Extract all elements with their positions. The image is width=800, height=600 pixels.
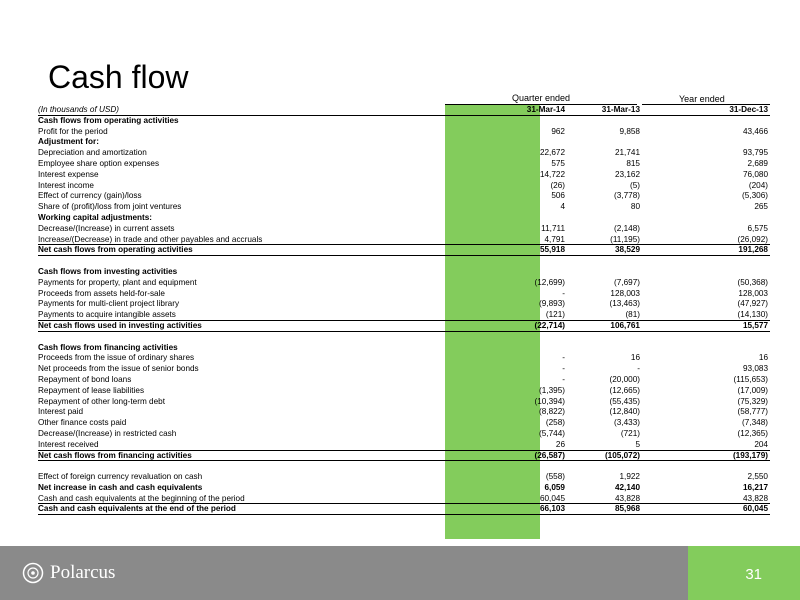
- value-q1-2014: (5,744): [539, 428, 565, 438]
- row-label: Working capital adjustments:: [38, 212, 153, 222]
- table-row: [38, 321, 770, 332]
- table-row: [38, 170, 770, 181]
- table-row: [38, 235, 770, 246]
- value-fy-2013: (50,368): [737, 277, 768, 287]
- value-q1-2014: 11,711: [541, 223, 565, 233]
- value-fy-2013: 16: [758, 353, 768, 363]
- value-fy-2013: 2,550: [747, 472, 768, 482]
- row-label: Adjustment for:: [38, 137, 99, 147]
- value-fy-2013: (75,329): [737, 396, 768, 406]
- value-fy-2013: 60,045: [742, 504, 768, 514]
- value-q1-2014: (558): [545, 472, 565, 482]
- table-row: [38, 451, 770, 462]
- row-label: Proceeds from assets held-for-sale: [38, 288, 165, 298]
- value-fy-2013: (5,306): [742, 191, 768, 201]
- row-label: Cash and cash equivalents at the beginning of the period: [38, 493, 245, 503]
- table-row: [38, 116, 770, 127]
- value-q1-2014: (9,893): [539, 299, 565, 309]
- page-number-box: [688, 546, 800, 600]
- row-label: Cash flows from investing activities: [38, 266, 178, 276]
- value-fy-2013: 6,575: [747, 223, 768, 233]
- row-label: (In thousands of USD): [38, 105, 120, 114]
- value-fy-2013: (17,009): [737, 385, 768, 395]
- row-label: Net cash flows used in investing activities: [38, 320, 202, 330]
- value-q1-2013: (105,072): [604, 450, 640, 460]
- row-label: Payments to acquire intangible assets: [38, 310, 176, 320]
- value-q1-2014: -: [562, 288, 565, 298]
- row-label: Cash flows from operating activities: [38, 115, 179, 125]
- value-fy-2013: (193,179): [732, 450, 768, 460]
- value-q1-2014: 26: [555, 439, 565, 449]
- table-row: [38, 461, 770, 472]
- quarter-ended-header: Quarter ended: [512, 93, 571, 103]
- value-q1-2013: (5): [629, 180, 640, 190]
- table-row: [38, 353, 770, 364]
- table-row: [38, 364, 770, 375]
- value-q1-2014: (22,714): [534, 320, 565, 330]
- value-fy-2013: 43,466: [742, 126, 768, 136]
- table-row: [38, 397, 770, 408]
- value-fy-2013: 128,003: [738, 288, 768, 298]
- value-q1-2014: (1,395): [539, 385, 565, 395]
- table-row: [38, 299, 770, 310]
- value-q1-2013: 43,828: [614, 493, 640, 503]
- table-row: [38, 278, 770, 289]
- table-row: [38, 159, 770, 170]
- value-q1-2013: (2,148): [614, 223, 640, 233]
- value-q1-2013: 80: [630, 202, 640, 212]
- row-label: Cash and cash equivalents at the end of the period: [38, 504, 236, 514]
- cash-flow-table: [38, 105, 770, 515]
- value-q1-2014: 55,918: [539, 245, 565, 255]
- value-fy-2013: (26,092): [737, 234, 768, 244]
- table-row: [38, 181, 770, 192]
- value-fy-2013: 15,577: [742, 320, 768, 330]
- value-q1-2014: 575: [551, 158, 565, 168]
- table-row: [38, 332, 770, 343]
- value-q1-2014: (12,699): [534, 277, 565, 287]
- row-label: Effect of currency (gain)/loss: [38, 191, 142, 201]
- value-q1-2013: 42,140: [614, 482, 640, 492]
- row-label: Proceeds from the issue of ordinary shares: [38, 353, 195, 363]
- value-q1-2013: 38,529: [614, 245, 640, 255]
- row-label: Net increase in cash and cash equivalents: [38, 482, 203, 492]
- value-fy-2013: 43,828: [742, 493, 768, 503]
- polarcus-logo-icon: [22, 562, 44, 584]
- value-q1-2013: 128,003: [610, 288, 640, 298]
- value-fy-2013: 16,217: [742, 482, 768, 492]
- row-label: Effect of foreign currency revaluation on cash: [38, 472, 203, 482]
- row-label: Other finance costs paid: [38, 418, 127, 428]
- value-fy-2013: (204): [748, 180, 768, 190]
- value-q1-2014: (258): [545, 418, 565, 428]
- value-q1-2013: (12,840): [609, 407, 640, 417]
- row-label: Repayment of bond loans: [38, 374, 132, 384]
- value-q1-2014: 22,672: [539, 148, 565, 158]
- table-row: [38, 343, 770, 354]
- row-label: Interest income: [38, 180, 94, 190]
- table-row: [38, 440, 770, 451]
- table-row: [38, 148, 770, 159]
- row-label: Repayment of lease liabilities: [38, 385, 145, 395]
- row-label: Decrease/(Increase) in current assets: [38, 223, 175, 233]
- table-row: [38, 267, 770, 278]
- footer-bar: [0, 546, 800, 600]
- value-fy-2013: 191,268: [738, 245, 768, 255]
- table-row: [38, 224, 770, 235]
- value-fy-2013: 204: [754, 439, 768, 449]
- row-label: Interest paid: [38, 407, 84, 417]
- table-row: [38, 289, 770, 300]
- value-q1-2014: (26): [550, 180, 565, 190]
- value-q1-2013: 31-Mar-13: [601, 105, 640, 114]
- value-q1-2014: (8,822): [539, 407, 565, 417]
- value-q1-2013: (55,435): [609, 396, 640, 406]
- value-q1-2013: 23,162: [614, 169, 640, 179]
- row-label: Profit for the period: [38, 126, 108, 136]
- row-label: Payments for property, plant and equipment: [38, 277, 197, 287]
- row-label: Depreciation and amortization: [38, 148, 147, 158]
- value-q1-2014: 60,045: [539, 493, 565, 503]
- value-q1-2014: 4: [560, 202, 565, 212]
- value-q1-2013: 9,858: [619, 126, 640, 136]
- value-q1-2013: 106,761: [610, 320, 640, 330]
- row-label: Net proceeds from the issue of senior bonds: [38, 364, 199, 374]
- table-row: [38, 256, 770, 267]
- table-row: [38, 127, 770, 138]
- table-row: [38, 472, 770, 483]
- value-q1-2014: 506: [551, 191, 565, 201]
- value-fy-2013: (115,653): [733, 374, 768, 384]
- page-title: Cash flow: [48, 59, 189, 95]
- value-q1-2014: 6,059: [544, 482, 565, 492]
- value-fy-2013: 93,083: [742, 364, 768, 374]
- table-row: [38, 137, 770, 148]
- table-row: [38, 504, 770, 515]
- value-fy-2013: (47,927): [737, 299, 768, 309]
- row-label: Share of (profit)/loss from joint ventures: [38, 202, 182, 212]
- value-q1-2014: -: [562, 353, 565, 363]
- table-row: [38, 245, 770, 256]
- page-number: 31: [745, 566, 762, 583]
- value-q1-2014: 14,722: [539, 169, 565, 179]
- row-label: Decrease/(Increase) in restricted cash: [38, 428, 177, 438]
- table-row: [38, 105, 770, 116]
- row-label: Increase/(Decrease) in trade and other payables and accruals: [38, 234, 263, 244]
- table-row: [38, 386, 770, 397]
- value-fy-2013: 2,689: [747, 158, 768, 168]
- table-row: [38, 375, 770, 386]
- value-q1-2013: 5: [635, 439, 640, 449]
- value-fy-2013: (58,777): [737, 407, 768, 417]
- value-q1-2013: 21,741: [614, 148, 640, 158]
- table-row: [38, 429, 770, 440]
- value-q1-2014: (10,394): [534, 396, 565, 406]
- value-q1-2014: (26,587): [534, 450, 565, 460]
- row-label: Payments for multi-client project library: [38, 299, 180, 309]
- row-label: Employee share option expenses: [38, 158, 160, 168]
- row-label: Net cash flows from operating activities: [38, 245, 193, 255]
- value-fy-2013: 76,080: [742, 169, 768, 179]
- value-q1-2014: -: [562, 374, 565, 384]
- value-fy-2013: 265: [754, 202, 768, 212]
- table-row: [38, 202, 770, 213]
- row-label: Cash flows from financing activities: [38, 342, 178, 352]
- value-q1-2013: 16: [630, 353, 640, 363]
- value-q1-2014: 66,103: [539, 504, 565, 514]
- value-q1-2013: (13,463): [609, 299, 640, 309]
- year-ended-header: Year ended: [679, 94, 725, 104]
- value-q1-2013: 85,968: [614, 504, 640, 514]
- polarcus-logo: [22, 562, 115, 584]
- value-q1-2013: (11,195): [610, 234, 640, 244]
- logo-text: Polarcus: [50, 562, 116, 583]
- value-q1-2014: 4,791: [544, 234, 565, 244]
- row-label: Repayment of other long-term debt: [38, 396, 165, 406]
- value-q1-2013: (3,778): [614, 191, 640, 201]
- table-row: [38, 213, 770, 224]
- table-row: [38, 494, 770, 505]
- value-fy-2013: (7,348): [742, 418, 768, 428]
- value-q1-2013: (12,665): [609, 385, 640, 395]
- value-q1-2013: (81): [625, 310, 640, 320]
- row-label: Interest received: [38, 439, 99, 449]
- value-q1-2014: 31-Mar-14: [526, 105, 565, 114]
- row-label: Net cash flows from financing activities: [38, 450, 192, 460]
- value-q1-2014: -: [562, 364, 565, 374]
- value-q1-2013: (721): [620, 428, 640, 438]
- table-row: [38, 418, 770, 429]
- table-row: [38, 483, 770, 494]
- value-q1-2013: (20,000): [609, 374, 640, 384]
- value-q1-2013: 1,922: [619, 472, 640, 482]
- value-q1-2014: (121): [545, 310, 565, 320]
- value-fy-2013: (14,130): [737, 310, 768, 320]
- table-row: [38, 191, 770, 202]
- value-fy-2013: 31-Dec-13: [729, 105, 768, 114]
- value-fy-2013: 93,795: [742, 148, 768, 158]
- value-q1-2013: (3,433): [614, 418, 640, 428]
- value-q1-2013: -: [637, 364, 640, 374]
- row-label: Interest expense: [38, 169, 99, 179]
- value-q1-2014: 962: [551, 126, 565, 136]
- value-q1-2013: (7,697): [614, 277, 640, 287]
- table-row: [38, 407, 770, 418]
- table-row: [38, 310, 770, 321]
- value-fy-2013: (12,365): [737, 428, 768, 438]
- value-q1-2013: 815: [626, 158, 640, 168]
